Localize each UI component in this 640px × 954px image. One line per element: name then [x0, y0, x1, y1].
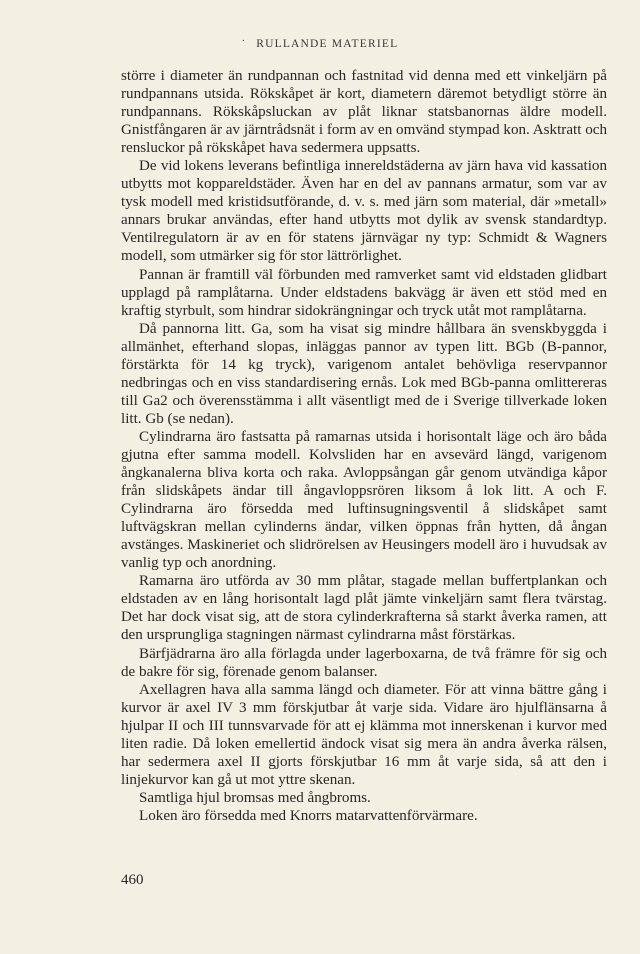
paragraph: Pannan är framtill väl förbunden med ramverket samt vid eldstaden glidbart upplagd på ramplåtarna. Under eldstadens bakvägg är även ett stöd med en kraftig styrbult, som hindrar sidokrängningar och tryck utåt mot ramplåtarna.: [121, 266, 607, 319]
paragraph: Loken äro försedda med Knorrs matarvattenförvärmare.: [139, 807, 478, 824]
page-number: 460: [121, 872, 144, 888]
body-text: [121, 67, 607, 825]
paragraph: Bärfjädrarna äro alla förlagda under lagerboxarna, de två främre för sig och de bakre för sig, förenade genom balanser.: [121, 645, 607, 680]
paragraph: Ramarna äro utförda av 30 mm plåtar, stagade mellan buffertplankan och eldstaden av en lång horisontalt lagd plåt jämte vinkeljärn samt flera tvärstag. Det har dock visat sig, att de stora cylinderkrafterna så starkt åverka ramen, att den ursprungliga stagningen närmast cylindrarna måst förstärkas.: [121, 573, 607, 644]
paragraph: Axellagren hava alla samma längd och diameter. För att vinna bättre gång i kurvor är axel IV 3 mm förskjutbar åt varje sida. Vidare äro hjulflänsarna å hjulpar II och III tunnsvarvade för att ej klämma mot innerskenan i kurvor med liten radie. Då loken emellertid ändock visat sig mera än andra åverka rälsen, har sedermera axel II gjorts förskjutbar 16 mm åt varje sida, så att den i linjekurvor kan gå ut mot yttre skenan.: [121, 681, 607, 788]
running-head-mark: ·: [241, 36, 247, 47]
paragraph: större i diameter än rundpannan och fastnitad vid denna med ett vinkeljärn på rundpannans utsida. Rökskåpet är kort, diametern däremot betydligt större än rundpannans. Rökskåpsluckan av plåt liknar statsbanornas äldre modell. Gnistfångaren är av järntrådsnät i form av en omvänd stympad kon. Asktratt och rensluckor på rökskåpet hava sedermera uppsatts.: [121, 68, 607, 157]
paragraph: Cylindrarna äro fastsatta på ramarnas utsida i horisontalt läge och äro båda gjutna efter samma modell. Kolvsliden har en avsevärd längd, varigenom ångkanalerna bliva korta och raka. Avloppsångan går genom utvändiga kåpor från slidskåpets ändar till ångavloppsrören liksom å lok litt. A och F. Cylindrarna äro försedda med luftinsugningsventil å slidskåpet samt luftvägskran mellan cylinderns ändar, vilken öppnas från hytten, då ångan avstänges. Maskineriet och slidrörelsen av Heusingers modell äro i huvudsak av vanlig typ och anordning.: [121, 428, 607, 572]
paragraph: Samtliga hjul bromsas med ångbroms.: [139, 789, 371, 806]
running-head-title: RULLANDE MATERIEL: [256, 38, 399, 50]
running-head: [0, 38, 640, 50]
paragraph: Då pannorna litt. Ga, som ha visat sig mindre hållbara än svenskbyggda i allmänhet, efterhand slopas, inläggas pannor av typen litt. BGb (B-pannor, förstärkta för 14 kg tryck), varigenom antalet behövliga reservpannor nedbringas och en viss standardisering ernås. Lok med BGb-panna omlittereras till Ga2 och överensstämma i allt väsentligt med de i Sverige tillverkade loken litt. Gb (se nedan).: [121, 320, 607, 427]
paragraph: De vid lokens leverans befintliga innereldstäderna av järn hava vid kassation utbytts mot koppareldstäder. Även har en del av pannans armatur, som var av tysk modell med kristidsutförande, d. v. s. med järn som material, där »metall» annars brukar användas, efter hand utbytts mot dylik av svensk standardtyp. Ventilregulatorn är av en för statens järnvägar ny typ: Schmidt & Wagners modell, som utmärker sig för stor lättrörlighet.: [121, 158, 607, 265]
